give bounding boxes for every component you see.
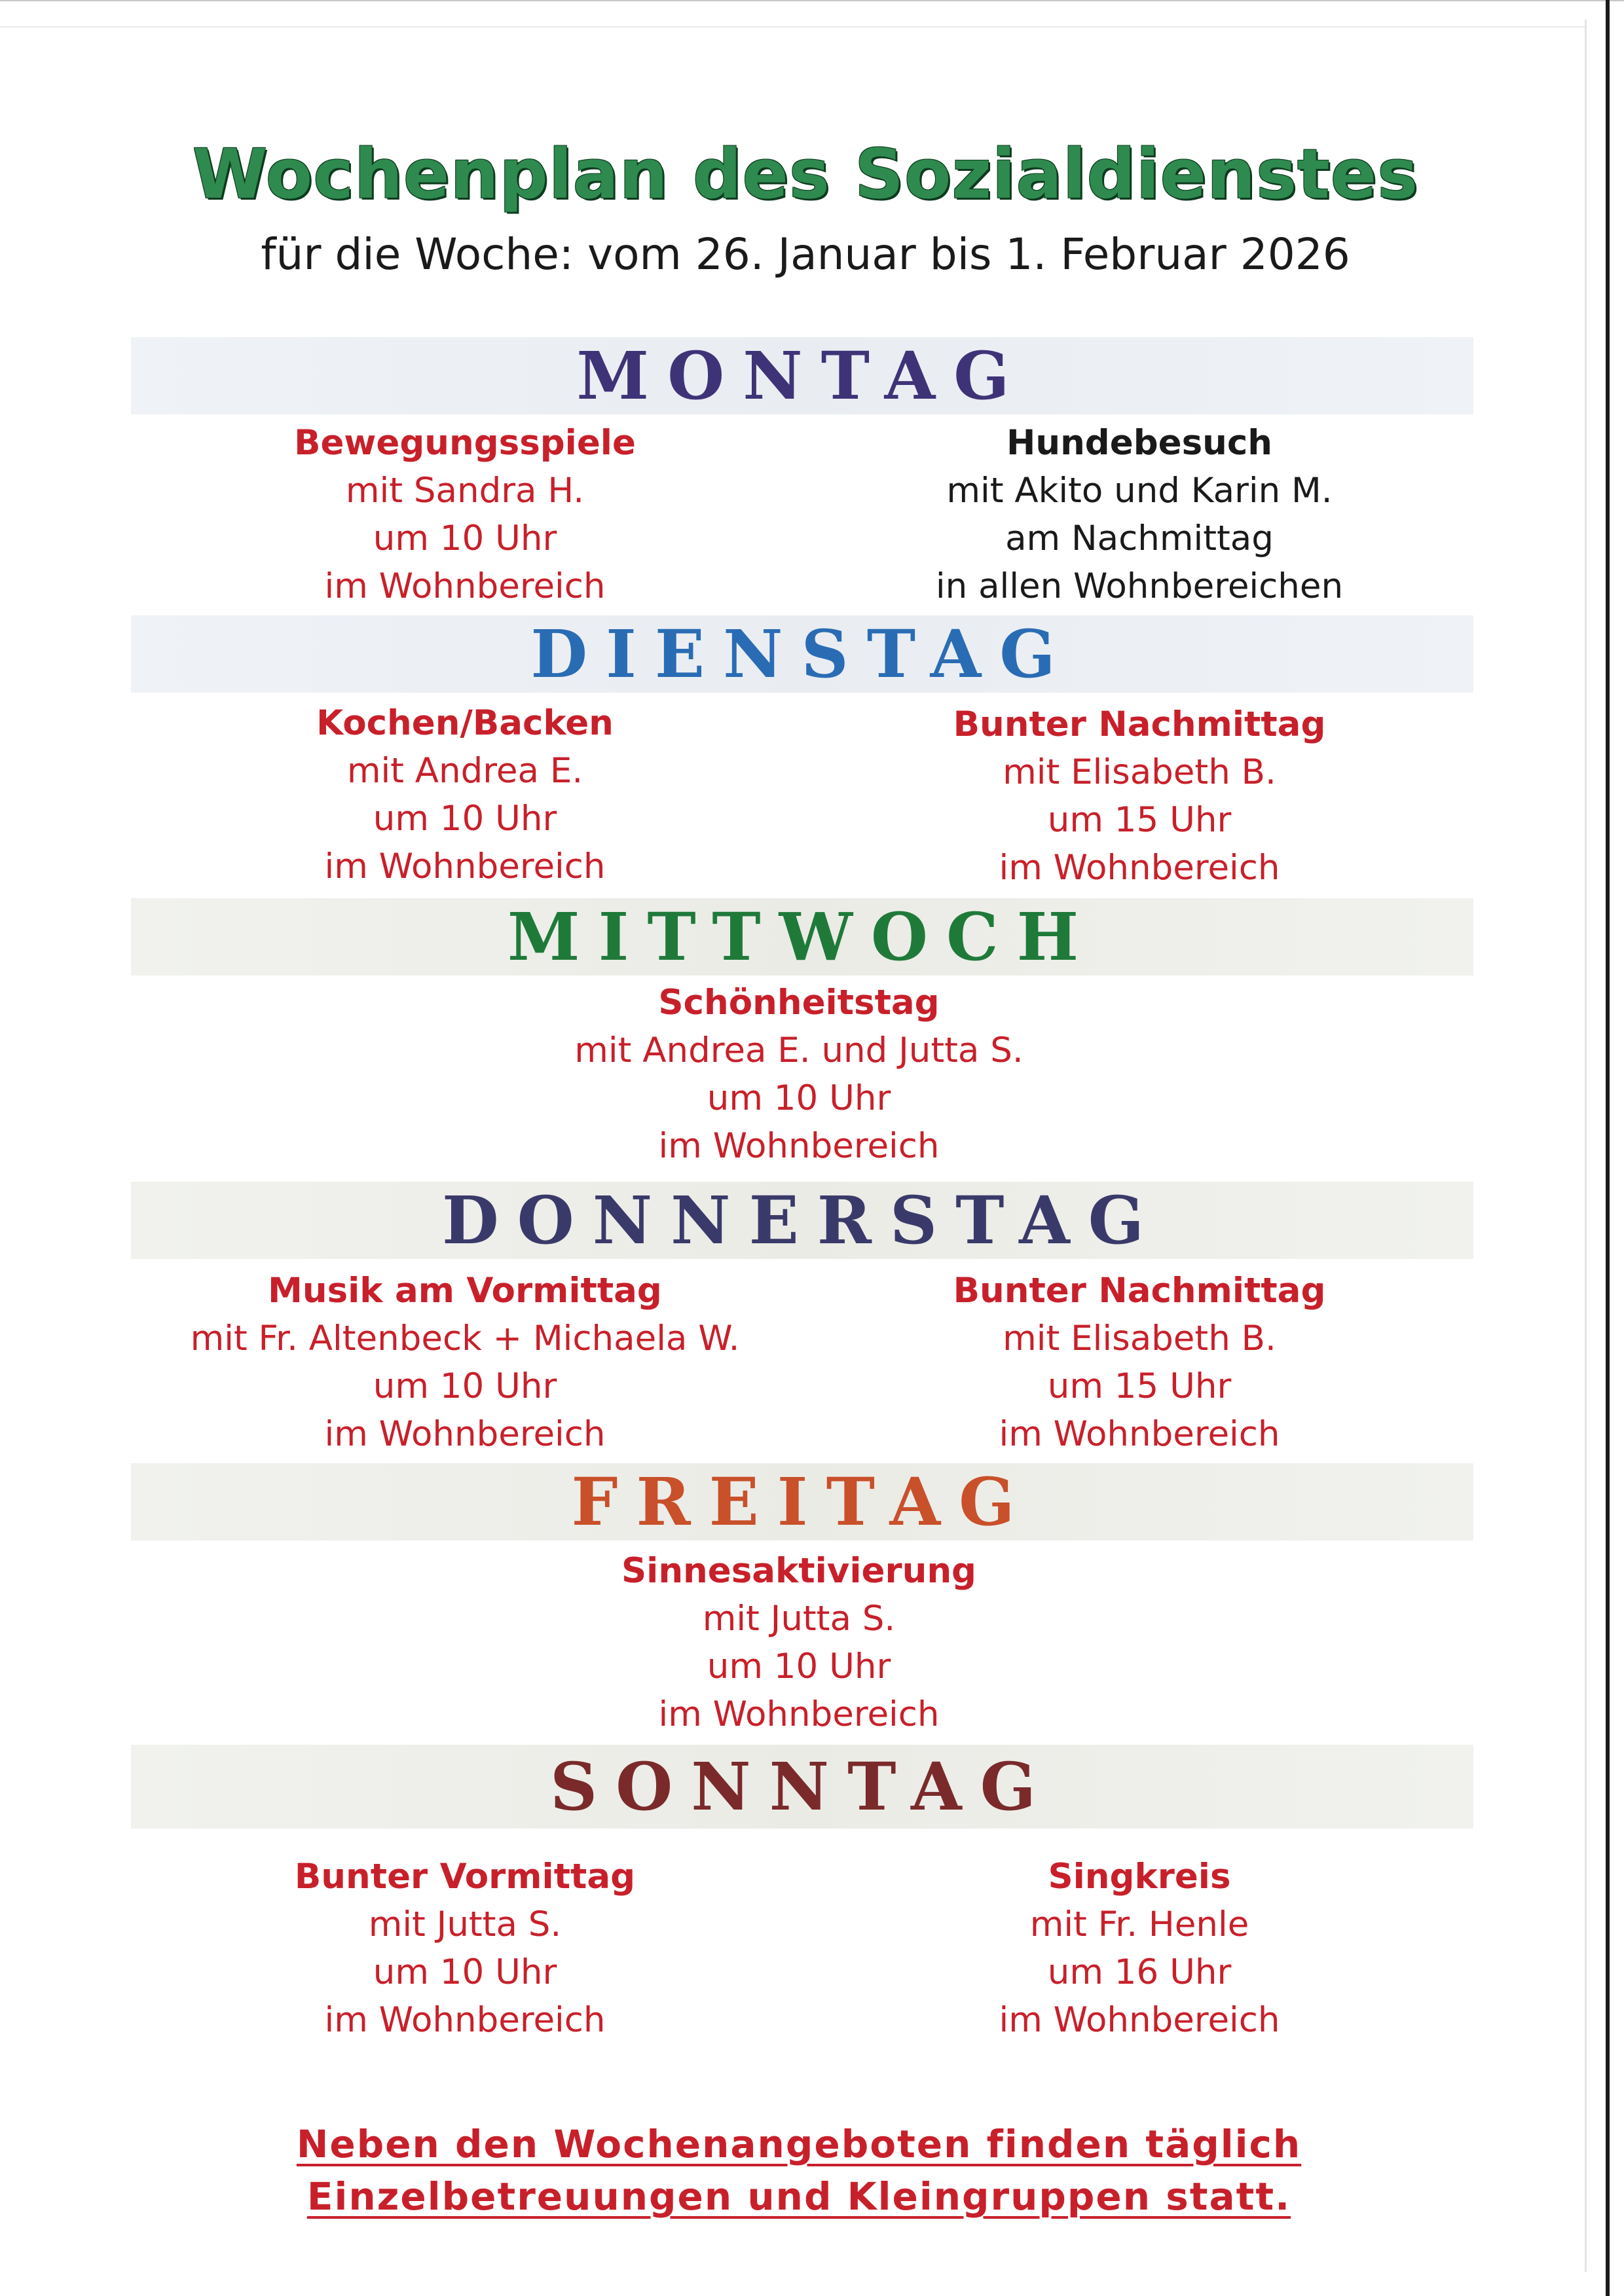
activity-montag-left [249, 419, 681, 610]
activity-place: im Wohnbereich [324, 1414, 606, 1454]
activity-title: Kochen/Backen [316, 703, 614, 743]
day-title-freitag: FREITAG [571, 1463, 1033, 1540]
activity-title: Schönheitstag [658, 983, 940, 1023]
activity-with: mit Elisabeth B. [1003, 752, 1276, 792]
activity-title: Bunter Nachmittag [953, 704, 1326, 744]
activity-place: im Wohnbereich [999, 2000, 1280, 2040]
day-title-montag: MONTAG [576, 337, 1028, 414]
footer-note-line2: Einzelbetreuungen und Kleingruppen statt. [306, 2174, 1291, 2219]
activity-montag-right [891, 419, 1388, 610]
scan-border-line [0, 26, 1585, 27]
activity-mittwoch-center [471, 979, 1126, 1170]
activity-time: um 10 Uhr [373, 1952, 557, 1992]
activity-title: Musik am Vormittag [268, 1271, 662, 1311]
activity-place: im Wohnbereich [999, 1414, 1280, 1454]
activity-with: mit Sandra H. [345, 471, 585, 511]
activity-with: mit Akito und Karin M. [946, 471, 1333, 511]
activity-place: im Wohnbereich [324, 847, 606, 886]
activity-with: mit Andrea E. [346, 751, 583, 791]
scan-border-right [1606, 0, 1610, 2296]
activity-time: um 15 Uhr [1047, 800, 1232, 840]
activity-title: Bewegungsspiele [294, 423, 636, 463]
day-title-dienstag: DIENSTAG [530, 615, 1074, 693]
activity-time: am Nachmittag [1005, 519, 1274, 558]
activity-time: um 15 Uhr [1047, 1366, 1232, 1406]
activity-with: mit Elisabeth B. [1003, 1319, 1276, 1358]
activity-freitag-center [471, 1547, 1126, 1738]
footer-note [0, 2118, 1598, 2223]
activity-dienstag-left [249, 699, 681, 890]
scan-border-line-right [1585, 20, 1587, 2272]
activity-with: mit Jutta S. [368, 1904, 562, 1944]
activity-donnerstag-right [891, 1267, 1388, 1458]
day-title-donnerstag: DONNERSTAG [441, 1182, 1163, 1259]
activity-title: Bunter Nachmittag [953, 1271, 1326, 1311]
activity-with: mit Jutta S. [702, 1599, 896, 1639]
page-title: Wochenplan des Sozialdienstes [192, 134, 1419, 214]
activity-time: um 10 Uhr [707, 1078, 891, 1118]
activity-title: Bunter Vormittag [294, 1857, 636, 1897]
activity-sonntag-right [891, 1853, 1388, 2044]
activity-with: mit Fr. Henle [1029, 1904, 1249, 1944]
activity-title: Sinnesaktivierung [621, 1551, 976, 1591]
activity-place: im Wohnbereich [658, 1126, 940, 1166]
day-title-mittwoch: MITTWOCH [507, 898, 1098, 975]
week-subtitle: für die Woche: vom 26. Januar bis 1. Februar 2026 [261, 229, 1350, 280]
scan-border-top [0, 0, 1624, 1]
activity-time: um 10 Uhr [373, 1366, 557, 1406]
activity-time: um 10 Uhr [707, 1647, 891, 1686]
activity-title: Singkreis [1048, 1857, 1231, 1897]
activity-place: im Wohnbereich [658, 1694, 940, 1734]
activity-place: in allen Wohnbereichen [935, 566, 1344, 606]
footer-note-line1: Neben den Wochenangeboten finden täglich [296, 2122, 1302, 2166]
activity-time: um 10 Uhr [373, 519, 557, 558]
activity-dienstag-right [891, 701, 1388, 892]
activity-place: im Wohnbereich [999, 848, 1280, 888]
day-title-sonntag: SONNTAG [549, 1748, 1055, 1825]
activity-time: um 10 Uhr [373, 799, 557, 839]
activity-place: im Wohnbereich [324, 2000, 606, 2040]
activity-donnerstag-left [177, 1267, 753, 1458]
activity-title: Hundebesuch [1006, 423, 1272, 463]
activity-with: mit Fr. Altenbeck + Michaela W. [190, 1319, 740, 1358]
activity-place: im Wohnbereich [324, 566, 606, 606]
activity-sonntag-left [249, 1853, 681, 2044]
activity-with: mit Andrea E. und Jutta S. [574, 1030, 1024, 1070]
activity-time: um 16 Uhr [1047, 1952, 1232, 1992]
